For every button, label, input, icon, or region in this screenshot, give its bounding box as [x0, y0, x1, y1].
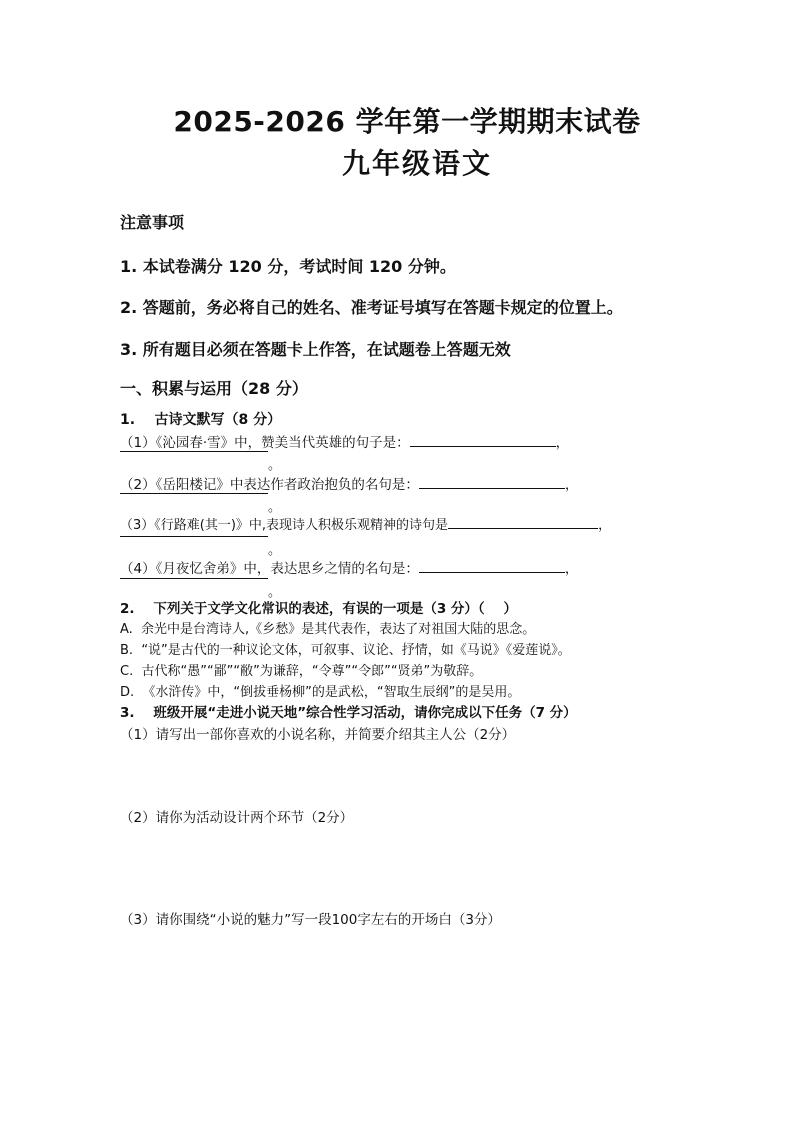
q2-option-b: B. “说”是古代的一种议论文体，可叙事、议论、抒情，如《马说》《爱莲说》。 [120, 643, 571, 658]
q1-title: 1. 古诗文默写（8 分） [120, 412, 282, 428]
q1-item-1-text: （1）《沁园春·雪》中，赞美当代英雄的句子是： [120, 435, 410, 451]
q1-item-2-text: （2）《岳阳楼记》中表达作者政治抱负的名句是： [120, 477, 419, 493]
section-heading: 一、积累与运用（28 分） [120, 379, 308, 398]
comma: ， [555, 435, 570, 451]
answer-blank[interactable] [120, 451, 268, 452]
comma: ， [598, 518, 612, 533]
answer-blank[interactable] [120, 578, 268, 579]
notice-item-2: 2. 答题前，务必将自己的姓名、准考证号填写在答题卡规定的位置上。 [120, 298, 623, 317]
answer-blank[interactable] [419, 476, 565, 489]
q2-option-c: C. 古代称“愚”“鄙”“敝”为谦辞，“令尊”“令郎”“贤弟”为敬辞。 [120, 664, 483, 679]
answer-blank[interactable] [419, 560, 565, 573]
q3-title: 3. 班级开展“走进小说天地”综合性学习活动，请你完成以下任务（7 分） [120, 705, 577, 721]
exam-title: 2025-2026 学年第一学期期末试卷 [173, 105, 641, 138]
answer-blank[interactable] [120, 536, 268, 537]
q1-item-4-text: （4）《月夜忆舍弟》中，表达思乡之情的名句是： [120, 561, 419, 577]
q2-option-d: D. 《水浒传》中，“倒拔垂杨柳”的是武松，“智取生辰纲”的是吴用。 [120, 685, 521, 700]
period: 。 [268, 500, 282, 515]
period: 。 [268, 585, 282, 600]
q3-item-3: （3）请你围绕“小说的魅力”写一段100字左右的开场白（3分） [120, 912, 501, 928]
notice-item-1: 1. 本试卷满分 120 分，考试时间 120 分钟。 [120, 257, 456, 276]
q1-item-3-text: （3）《行路难(其一)》中,表现诗人积极乐观精神的诗句是 [120, 518, 449, 533]
comma: ， [564, 561, 579, 577]
q1-item-1 [120, 431, 569, 451]
q1-item-3 [120, 514, 611, 533]
q2-title: 2. 下列关于文学文化常识的表述，有误的一项是（3 分）（ ） [120, 601, 517, 617]
q3-item-1: （1）请写出一部你喜欢的小说名称，并简要介绍其主人公（2分） [120, 727, 516, 743]
q3-item-2: （2）请你为活动设计两个环节（2分） [120, 810, 354, 826]
q1-item-2 [120, 473, 578, 493]
notice-heading: 注意事项 [120, 213, 185, 232]
comma: ， [564, 477, 579, 493]
q1-item-4 [120, 557, 578, 577]
exam-subtitle: 九年级语文 [341, 147, 492, 180]
answer-blank[interactable] [410, 434, 556, 447]
answer-blank[interactable] [120, 493, 268, 494]
answer-blank[interactable] [448, 516, 598, 529]
q2-option-a: A. 余光中是台湾诗人,《乡愁》是其代表作，表达了对祖国大陆的思念。 [120, 622, 536, 637]
period: 。 [268, 458, 282, 473]
notice-item-3: 3. 所有题目必须在答题卡上作答，在试题卷上答题无效 [120, 340, 511, 359]
period: 。 [268, 543, 282, 558]
